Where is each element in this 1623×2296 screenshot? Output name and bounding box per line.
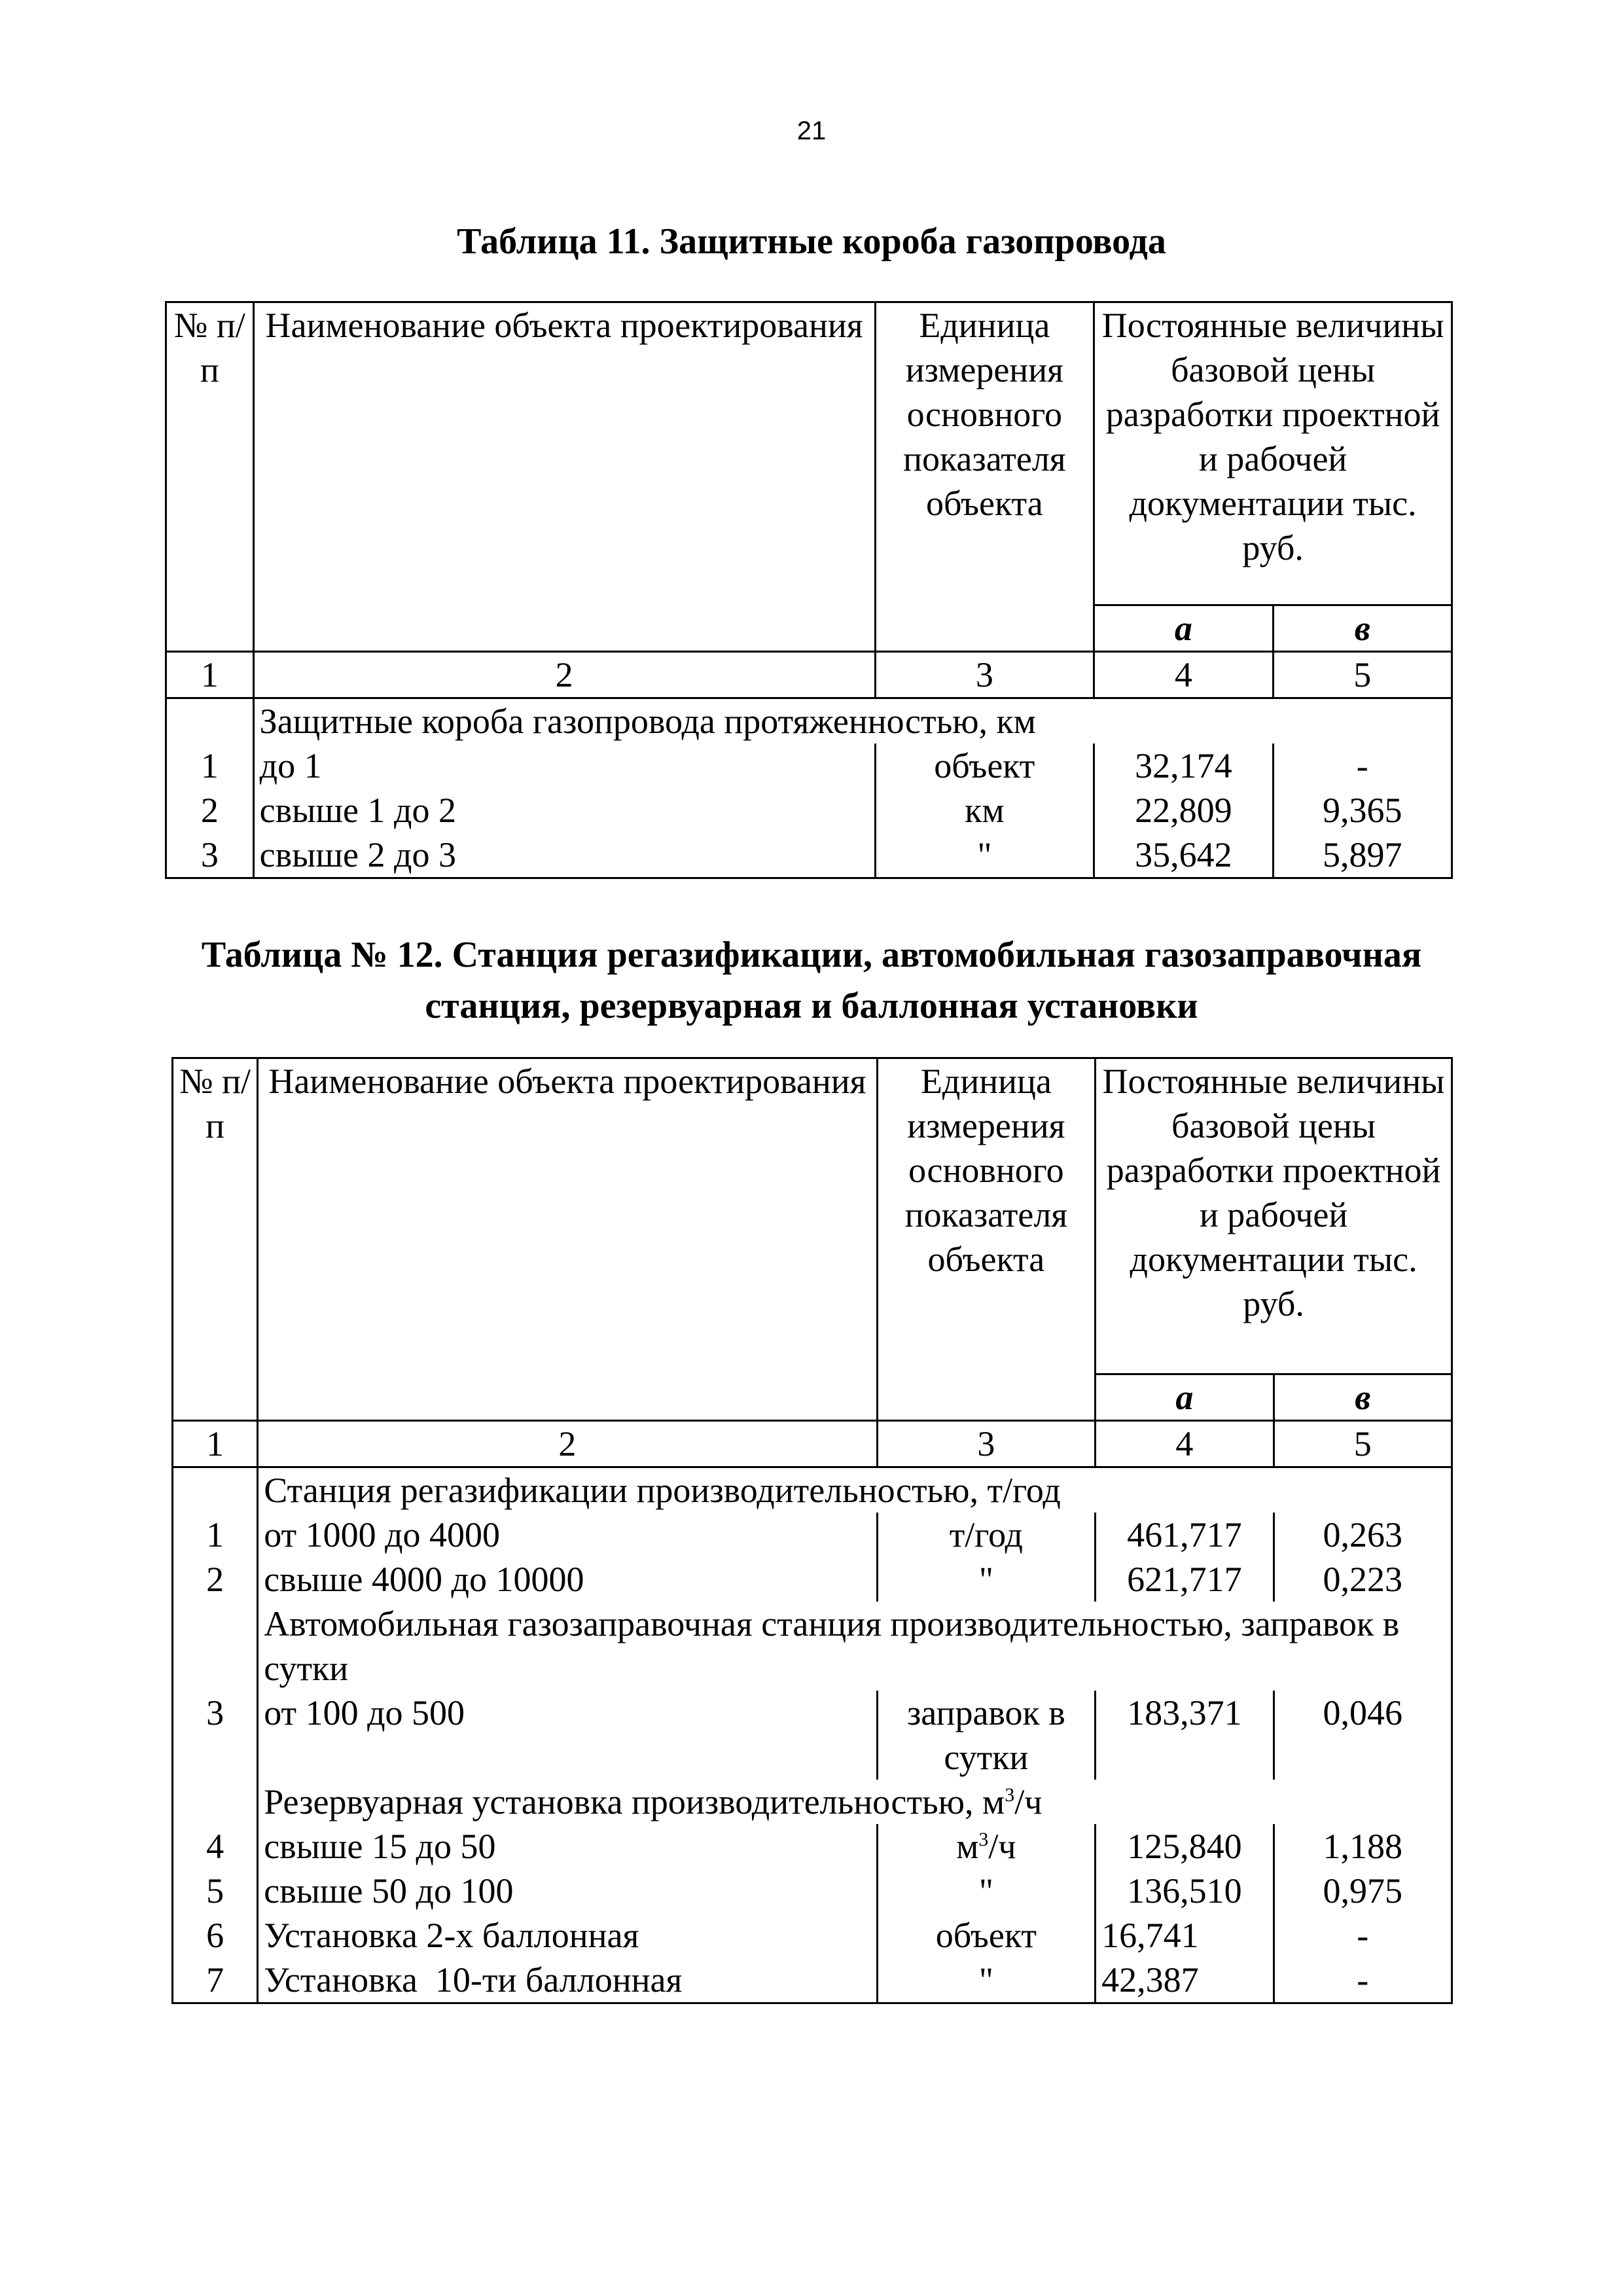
header-row xyxy=(173,1058,1452,1374)
table-row xyxy=(173,1691,1452,1780)
row-value-b: - xyxy=(1274,1958,1452,2003)
row-unit: " xyxy=(875,833,1094,878)
row-num: 7 xyxy=(173,1958,258,2003)
header-price: Постоянные величины базовой цены разработки проектной и рабочей документации тыс. руб. xyxy=(1096,1058,1452,1374)
table-12-title-line2: станция, резервуарная и баллонная установки xyxy=(425,986,1198,1026)
row-unit: объект xyxy=(875,744,1094,788)
row-value-b: - xyxy=(1274,1913,1452,1958)
row-value-b: 0,046 xyxy=(1274,1691,1452,1780)
col-num-5: 5 xyxy=(1274,1421,1452,1467)
header-b: в xyxy=(1274,1374,1452,1421)
column-number-row xyxy=(173,1421,1452,1467)
col-num-4: 4 xyxy=(1094,652,1273,698)
header-unit: Единица измерения основного показателя объекта xyxy=(875,302,1094,652)
table-row xyxy=(166,744,1452,788)
row-name: свыше 4000 до 10000 xyxy=(258,1557,877,1602)
row-name: Установка 2-х баллонная xyxy=(258,1913,877,1958)
row-name: свыше 50 до 100 xyxy=(258,1869,877,1913)
row-value-a: 136,510 xyxy=(1096,1869,1274,1913)
column-number-row xyxy=(166,652,1452,698)
group-label: Автомобильная газозаправочная станция производительностью, заправок в сутки xyxy=(258,1602,1452,1691)
table-11-title: Таблица 11. Защитные короба газопровода xyxy=(457,221,1166,262)
header-unit: Единица измерения основного показателя объекта xyxy=(877,1058,1096,1421)
row-value-b: - xyxy=(1273,744,1452,788)
table-12-title-line1: Таблица № 12. Станция регазификации, автомобильная газозаправочная xyxy=(201,935,1422,975)
superscript: 3 xyxy=(1005,1784,1015,1806)
header-name: Наименование объекта проектирования xyxy=(253,302,875,652)
col-num-2: 2 xyxy=(258,1421,877,1467)
header-a: а xyxy=(1096,1374,1274,1421)
row-unit: " xyxy=(877,1958,1096,2003)
row-num: 4 xyxy=(173,1824,258,1869)
row-name: свыше 1 до 2 xyxy=(253,788,875,833)
row-name: свыше 15 до 50 xyxy=(258,1824,877,1869)
group-label: Станция регазификации производительностью, т/год xyxy=(258,1467,1452,1513)
row-value-b: 0,975 xyxy=(1274,1869,1452,1913)
table-row xyxy=(173,1958,1452,2003)
row-unit: км xyxy=(875,788,1094,833)
table-row xyxy=(173,1913,1452,1958)
group-row xyxy=(173,1467,1452,1513)
row-value-b: 5,897 xyxy=(1273,833,1452,878)
row-unit: т/год xyxy=(877,1513,1096,1557)
col-num-3: 3 xyxy=(877,1421,1096,1467)
row-value-a: 35,642 xyxy=(1094,833,1273,878)
header-row xyxy=(166,302,1452,605)
table-row xyxy=(173,1513,1452,1557)
table-12-title xyxy=(0,929,1623,1031)
group-label xyxy=(258,1780,1452,1824)
row-value-a: 42,387 xyxy=(1096,1958,1274,2003)
row-value-a: 621,717 xyxy=(1096,1557,1274,1602)
col-num-1: 1 xyxy=(173,1421,258,1467)
group-label-suffix: /ч xyxy=(1014,1782,1043,1821)
table-11 xyxy=(165,301,1453,879)
unit-suffix: /ч xyxy=(988,1827,1016,1866)
col-num-2: 2 xyxy=(253,652,875,698)
row-name: от 100 до 500 xyxy=(258,1691,877,1780)
row-num: 1 xyxy=(166,744,254,788)
row-value-a: 32,174 xyxy=(1094,744,1273,788)
row-num: 5 xyxy=(173,1869,258,1913)
row-unit: " xyxy=(877,1869,1096,1913)
header-a: а xyxy=(1094,605,1273,652)
superscript: 3 xyxy=(978,1829,989,1850)
row-num: 2 xyxy=(173,1557,258,1602)
header-num: № п/п xyxy=(166,302,254,652)
group-row xyxy=(166,698,1452,744)
row-num: 2 xyxy=(166,788,254,833)
table-row xyxy=(166,833,1452,878)
row-name: Установка 10-ти баллонная xyxy=(258,1958,877,2003)
col-num-5: 5 xyxy=(1273,652,1452,698)
group-label-text: Резервуарная установка производительностью, м xyxy=(264,1782,1005,1821)
col-num-4: 4 xyxy=(1096,1421,1274,1467)
row-value-b: 0,223 xyxy=(1274,1557,1452,1602)
row-name: свыше 2 до 3 xyxy=(253,833,875,878)
row-num: 3 xyxy=(166,833,254,878)
unit-text: м xyxy=(956,1827,979,1866)
row-num: 3 xyxy=(173,1691,258,1780)
group-row xyxy=(173,1780,1452,1824)
table-row xyxy=(173,1869,1452,1913)
row-value-b: 0,263 xyxy=(1274,1513,1452,1557)
row-name: от 1000 до 4000 xyxy=(258,1513,877,1557)
group-label: Защитные короба газопровода протяженностью, км xyxy=(253,698,1452,744)
row-name: до 1 xyxy=(253,744,875,788)
row-value-a: 16,741 xyxy=(1096,1913,1274,1958)
col-num-3: 3 xyxy=(875,652,1094,698)
col-num-1: 1 xyxy=(166,652,254,698)
row-value-b: 1,188 xyxy=(1274,1824,1452,1869)
table-12 xyxy=(171,1057,1453,2004)
row-value-a: 22,809 xyxy=(1094,788,1273,833)
row-unit: " xyxy=(877,1557,1096,1602)
table-row xyxy=(173,1557,1452,1602)
row-value-a: 183,371 xyxy=(1096,1691,1274,1780)
row-unit: объект xyxy=(877,1913,1096,1958)
row-value-a: 461,717 xyxy=(1096,1513,1274,1557)
row-unit xyxy=(877,1824,1096,1869)
header-b: в xyxy=(1273,605,1452,652)
row-num: 6 xyxy=(173,1913,258,1958)
row-num: 1 xyxy=(173,1513,258,1557)
group-row xyxy=(173,1602,1452,1691)
header-price: Постоянные величины базовой цены разработки проектной и рабочей документации тыс. руб. xyxy=(1094,302,1452,605)
row-value-a: 125,840 xyxy=(1096,1824,1274,1869)
table-row xyxy=(173,1824,1452,1869)
row-value-b: 9,365 xyxy=(1273,788,1452,833)
row-unit: заправок в сутки xyxy=(877,1691,1096,1780)
header-name: Наименование объекта проектирования xyxy=(258,1058,877,1421)
page-number: 21 xyxy=(796,117,827,145)
header-num: № п/п xyxy=(173,1058,258,1421)
table-row xyxy=(166,788,1452,833)
